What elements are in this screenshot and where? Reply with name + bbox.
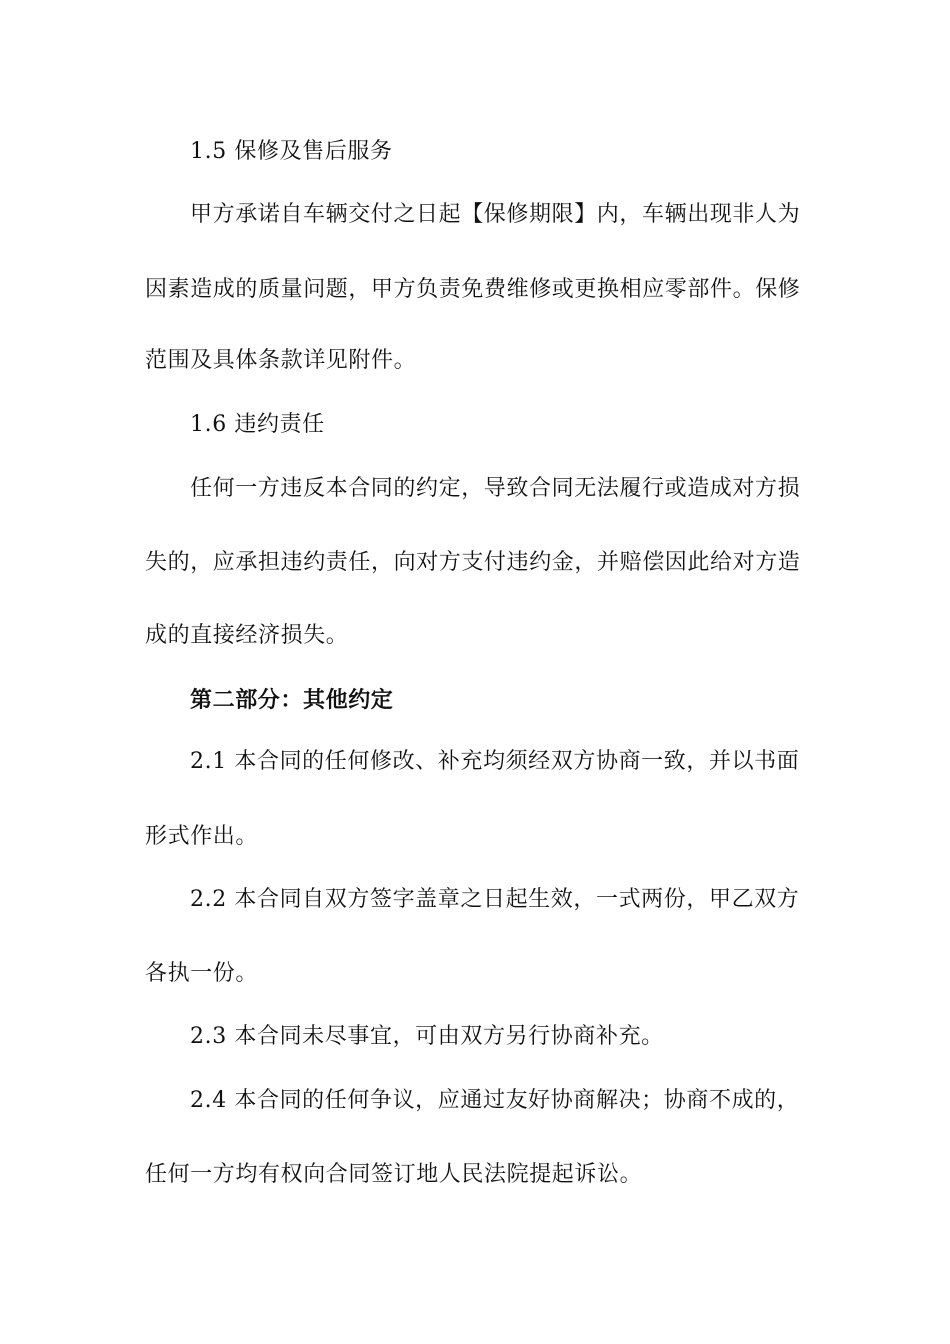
section-1-5-heading: 1.5 保修及售后服务 (190, 139, 393, 164)
paragraph-line: 各执一份。 (145, 961, 259, 986)
paragraph-line: 成的直接经济损失。 (145, 623, 349, 648)
paragraph-line: 范围及具体条款详见附件。 (145, 348, 417, 373)
paragraph-line: 任何一方均有权向合同签订地人民法院提起诉讼。 (145, 1162, 643, 1187)
clause-2-4: 2.4 本合同的任何争议，应通过友好协商解决；协商不成的， (190, 1088, 800, 1113)
part-two-heading: 第二部分：其他约定 (190, 687, 394, 713)
clause-2-2: 2.2 本合同自双方签字盖章之日起生效，一式两份，甲乙双方 (190, 887, 800, 912)
clause-2-3: 2.3 本合同未尽事宜，可由双方另行协商补充。 (190, 1024, 664, 1049)
paragraph-line: 任何一方违反本合同的约定，导致合同无法履行或造成对方损 (190, 476, 801, 501)
section-1-6-heading: 1.6 违约责任 (190, 412, 325, 437)
paragraph-line: 甲方承诺自车辆交付之日起【保修期限】内，车辆出现非人为 (190, 202, 801, 227)
paragraph-line: 因素造成的质量问题，甲方负责免费维修或更换相应零部件。保修 (145, 277, 801, 302)
paragraph-line: 形式作出。 (145, 824, 259, 849)
paragraph-line: 失的，应承担违约责任，向对方支付违约金，并赔偿因此给对方造 (145, 550, 801, 575)
clause-2-1: 2.1 本合同的任何修改、补充均须经双方协商一致，并以书面 (190, 749, 800, 774)
